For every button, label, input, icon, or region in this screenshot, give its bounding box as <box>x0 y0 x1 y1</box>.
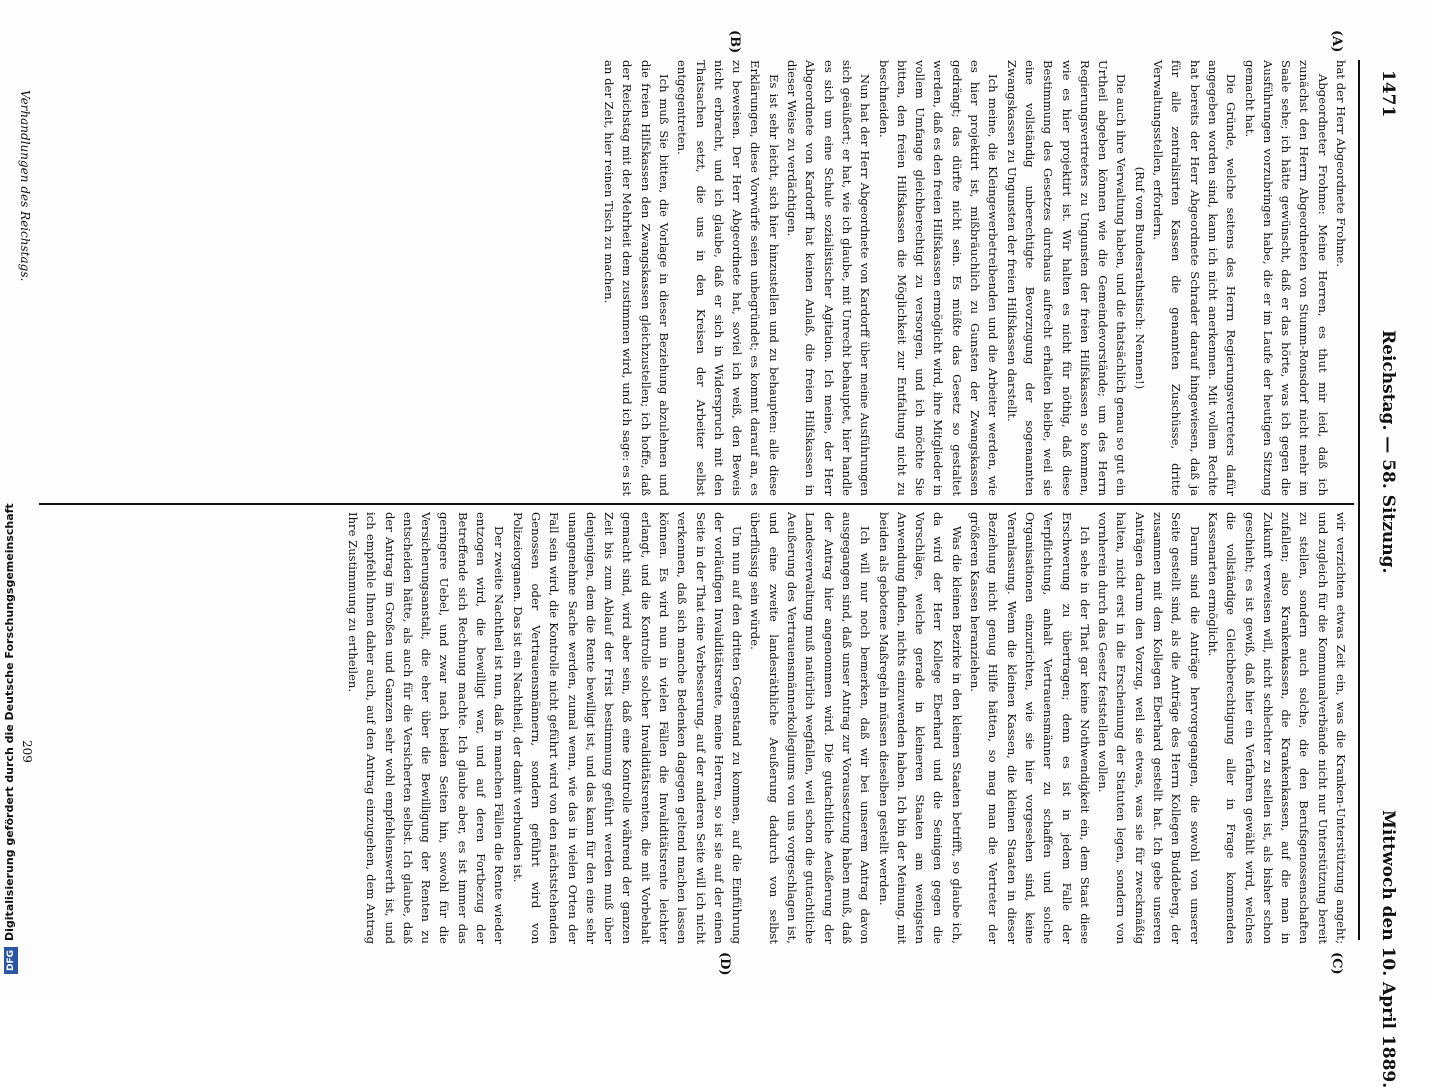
interjection: (Ruf vom Bundesrathstisch: Nennen!) <box>1132 166 1147 390</box>
paragraph: Darum sind die Anträge hervorgegangen, die sowohl von unserer Seite gestellt sind, als die Anträge des Herrn Kollegen Buddeberg, der zusammen mit dem Kollegen Eberhard gestellt hat. Ich gebe unseren Anträgen darum den Vorzug, weil sie etwas, was sie für zweckmäßig halten, nicht erst in die Erscheinung der Statuten legen, sondern von vornherein durch das Gesetz feststellen wollen. <box>1096 512 1202 944</box>
paragraph: Um nun auf den dritten Gegenstand zu kommen, auf die Einführung der vorläufigen Invaliditätsrente, meine Herren, so ist sie auf der einen Seite in der That eine Verbesserung, auf der anderen Seite will ich nicht verkennen, daß sich manche Bedenken dagegen geltend machen lassen können. Es wird nun in vielen Fällen die Invaliditätsrente leichter erlangt, und die Kontrolle solcher Invaliditätsrenten, die mit Vorbehalt gemacht sind, wird aber sein, daß eine Kontrolle während der ganzen Zeit bis zum Ablauf der Frist bestimmung geführt werden muß über denjenigen, dem die Rente bewilligt ist, und das kann für den eine sehr unangenehme Sache werden, zumal wenn, wie das in vielen Orten der Fall sein wird, die Kontrolle nicht geführt wird von den nächststehenden Genossen oder Vertrauensmännern, sondern geführt wird von Polizeiorganen. Das ist ein Nachtheil, der damit verbunden ist. <box>510 512 745 944</box>
header-rule <box>1358 60 1360 940</box>
paragraph: Es ist sehr leicht, sich hier hinzustellen und zu behaupten: alle diese Erklärungen, diese Vorwürfe seien unbegründet; es kommt darauf an, es zu beweisen. Der Herr Abgeordnete hat, soviel ich weiß, den Beweis nicht erbracht, und ich glaube, daß er sich in Widerspruch mit den Thatsachen setzt, die uns in den Kreisen der Arbeiter selbst entgegentreten. <box>675 60 781 496</box>
paragraph: Die auch ihre Verwaltung haben, und die thatsächlich genau so gut ein Urtheil abgeben können wie die Gemeindevorstände; um des Herrn Regierungsvertreters zu Ungunsten der freien Hilfskassen so kommen, wie es hier projektirt ist. Wir halten es nicht für nöthig, daß diese Bestimmung des Gesetzes durchaus aufrecht erhalten bleibe, weil sie eine vollständig unberechtigte Bevorzugung der sogenannten Zwangskassen zu Ungunsten der freien Hilfskassen darstellt. <box>1004 60 1129 496</box>
dfg-logo-icon: DFG <box>4 947 18 974</box>
column-divider <box>39 503 1354 505</box>
page-number: 1471 <box>1378 70 1398 118</box>
margin-marker-d: (D) <box>717 952 732 976</box>
digitization-credit <box>0 0 20 1000</box>
paragraph: Ich meine, die Kleingewerbetreibenden und die Arbeiter werden, wie es hier projektirt ist, mißbräuchlich zu Gunsten der Zwangskassen gedrängt; das dürfte nicht sein. Es müßte das Gesetz so gestaltet werden, daß es den freien Hilfskassen ermöglicht wird, ihre Mitglieder in vollem Umfange gleichberechtigt zu versorgen, und ich möchte Sie bitten, den freien Hilfskassen die Möglichkeit zur Entfaltung nicht zu beschneiden. <box>876 60 1001 496</box>
paragraph: Der zweite Nachtheil ist nun, daß in manchen Fällen die Rente wieder entzogen wird, die bewilligt war, und auf deren Fortbezug der Betreffende sich Rechnung machte. Ich glaube aber, es ist immer das geringere Uebel, und zwar nach beiden Seiten hin, sowohl für die Versicherungsanstalt, die eher über die Bewilligung der Renten zu entscheiden hätte, als auch für die Versicherten selbst. Ich glaube, daß der Antrag im Großen und Ganzen sehr wohl empfehlenswerth ist, und ich empfehle Ihnen daher auch, auf den Antrag einzugehen, dem Antrag Ihre Zustimmung zu ertheilen. <box>345 512 507 944</box>
paragraph: hat der Herr Abgeordnete Frohme. <box>1334 60 1348 268</box>
margin-marker-c: (C) <box>1329 952 1344 975</box>
paragraph: Abgeordneter Frohme: Meine Herren, es thut mir leid, daß ich zunächst den Herrn Abgeordneten von Stumm-Ronsdorf nicht mehr im Saale sehe; ich hätte gewünscht, daß er das hörte, was ich gegen die Ausführungen vorzubringen habe, die er im Laufe der heutigen Sitzung gemacht hat. <box>1242 60 1330 496</box>
paragraph: Was die kleinen Bezirke in den kleinen Staaten betrifft, so glaube ich, da wird der Herr Kollege Eberhard und die Seinigen gegen die Vorschläge, welche gerade in kleineren Staaten am wenigsten Anwendung finden, nichts einzuwenden haben. Ich bin der Meinung, mit beiden als gebotene Maßregeln müssen dieselben gestellt werden. <box>876 512 964 944</box>
paragraph: Ich will nur noch bemerken, daß wir bei unserem Antrag davon ausgegangen sind, daß unser Antrag zur Voraussetzung haben muß, daß der Antrag hier angenommen wird. Die gutachtliche Aeußerung der Landesverwaltung muß natürlich wegfallen, weil schon die gutachtliche Aeußerung des Vertrauensmännerkollegiums von uns vorgeschlagen ist, und eine zweite landesräthliche Aeußerung dadurch von selbst überflüssig sein würde. <box>748 512 873 944</box>
margin-marker-b: (B) <box>727 30 742 54</box>
credit-text: Digitalisierung gefördert durch die Deutsche Forschungsgemeinschaft <box>3 503 16 941</box>
margin-marker-a: (A) <box>1329 30 1344 53</box>
paragraph: Die Gründe, welche seitens des Herrn Regierungsvertreters dafür angegeben worden sind, kann ich nicht anerkennen. Mit vollem Rechte hat bereits der Herr Abgeordnete Schrader darauf hingewiesen, daß ja für alle zentralisirten Kassen die genannten Zuschüsse, dritte Verwaltungsstellen, erfordern. <box>1151 60 1239 496</box>
paragraph: Ich muß Sie bitten, die Vorlage in dieser Beziehung abzulehnen und die freien Hilfskassen den Zwangskassen gleichzustellen; ich hoffe, daß der Reichstag mit der Mehrheit dem zustimmen wird, und ich sage: es ist an der Zeit, hier reinen Tisch zu machen. <box>602 60 672 496</box>
right-text-column <box>344 512 1350 944</box>
footer-title: Verhandlungen des Reichstags. <box>18 90 32 282</box>
left-text-column <box>600 60 1350 496</box>
session-date: Mittwoch den 10. April 1889. <box>1378 810 1398 1088</box>
paragraph: wir verzichten etwas Zeit ein, was die Kranken-Unterstützung angeht; und zugleich für die Kommunalverbände nicht nur Unterstützung bereit zu stellen, sondern auch solche, die den Berufsgenossenschaften zufallen; also Krankenkassen, die Krankenkassen, auf die man in Zukunft verweisen will, nicht schlechter zu stellen ist, als bisher schon geschieht; es ist gewiß, daß hier ein Verfahren gewählt wird, welches die vollständige Gleichberechtigung aller in Frage kommenden Kassenarten ermöglicht. <box>1205 512 1348 944</box>
sheet-number: 209 <box>20 740 34 763</box>
running-title: Reichstag. — 58. Sitzung. <box>1378 330 1398 574</box>
paragraph: Ich sehe in der That gar keine Nothwendigkeit ein, dem Staat diese Erschwerung zu übertragen; denn es ist in jedem Falle der Verpflichtung, anhalt Vertrauensmänner zu schaffen und solche Organisationen einzurichten, wie sie hier vorgesehen sind, keine Veranlassung. Wenn die kleinen Kassen, die kleinen Staaten in dieser Beziehung nicht genug Hilfe hätten, so mag man die Vertreter der größeren Kassen heranziehen. <box>968 512 1092 944</box>
paragraph: Nun hat der Herr Abgeordnete von Kardorff über meine Ausführungen sich geäußert; er hat, wie ich glaube, mit Unrecht behauptet, hier handle es sich um eine Schule sozialistischer Agitation. Ich meine, der Herr Abgeordnete von Kardorff hat keinen Anlaß, die freien Hilfskassen in dieser Weise zu verdächtigen. <box>785 60 873 496</box>
